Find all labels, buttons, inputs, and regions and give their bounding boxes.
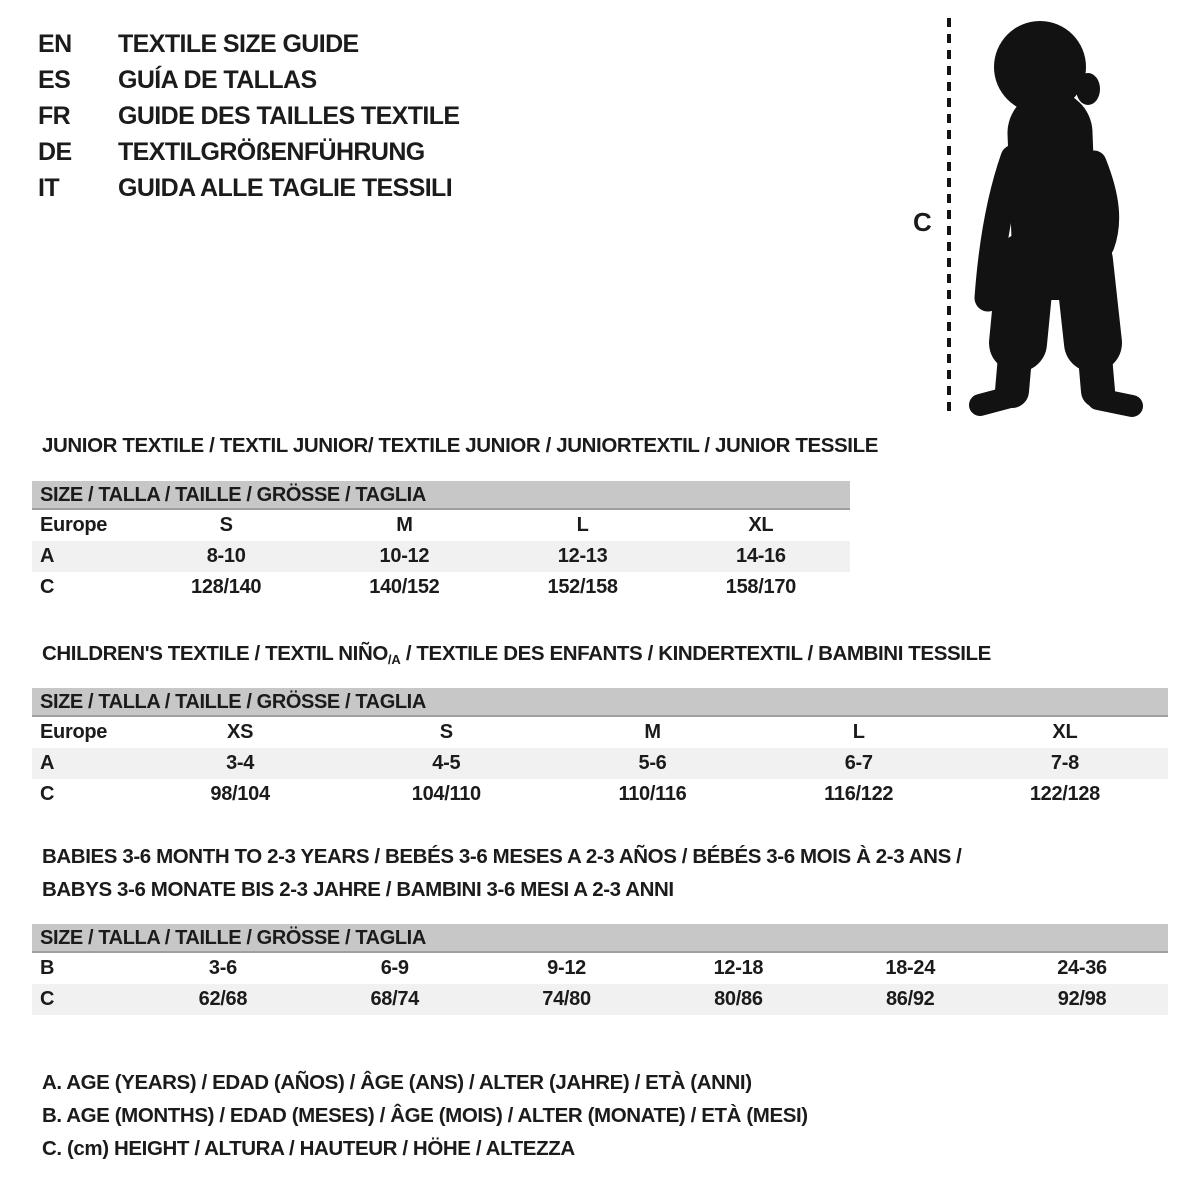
language-code: ES <box>38 65 71 94</box>
legend-line-age-months: B. AGE (MONTHS) / EDAD (MESES) / ÂGE (MOIS) / ALTER (MONATE) / ETÀ (MESI) <box>42 1103 808 1127</box>
row-label: B <box>40 957 55 979</box>
row-label: A <box>40 545 55 567</box>
legend-line-height: C. (cm) HEIGHT / ALTURA / HAUTEUR / HÖHE / ALTEZZA <box>42 1136 575 1160</box>
row-label: Europe <box>40 514 108 536</box>
age-cell: 6-7 <box>844 752 873 774</box>
age-cell: 12-13 <box>557 545 608 567</box>
size-cell: M <box>644 721 661 743</box>
legend-line-age-years: A. AGE (YEARS) / EDAD (AÑOS) / ÂGE (ANS) / ALTER (JAHRE) / ETÀ (ANNI) <box>42 1070 752 1094</box>
guide-title: GUÍA DE TALLAS <box>118 65 317 94</box>
babies-section-title-line1: BABIES 3-6 MONTH TO 2-3 YEARS / BEBÉS 3-6 MESES A 2-3 AÑOS / BÉBÉS 3-6 MOIS À 2-3 ANS / <box>42 845 962 868</box>
language-row-de <box>38 134 460 170</box>
months-cell: 24-36 <box>1057 957 1107 979</box>
language-row-es <box>38 62 460 98</box>
height-cell: 140/152 <box>369 576 440 598</box>
row-label: C <box>40 783 55 805</box>
babies-section-title-line2: BABYS 3-6 MONATE BIS 2-3 JAHRE / BAMBINI 3-6 MESI A 2-3 ANNI <box>42 878 674 901</box>
height-cell: 116/122 <box>824 783 894 805</box>
size-cell: S <box>219 514 233 536</box>
size-cell: XL <box>748 514 774 536</box>
table-row-height <box>32 984 1168 1015</box>
months-cell: 6-9 <box>380 957 409 979</box>
age-cell: 5-6 <box>638 752 667 774</box>
age-cell: 10-12 <box>379 545 430 567</box>
junior-section-title: JUNIOR TEXTILE / TEXTIL JUNIOR/ TEXTILE JUNIOR / JUNIORTEXTIL / JUNIOR TESSILE <box>42 434 878 457</box>
table-row-age <box>32 748 1168 779</box>
height-cell: 128/140 <box>191 576 262 598</box>
height-cell: 68/74 <box>370 988 420 1010</box>
table-row-europe <box>32 510 850 541</box>
guide-title: GUIDE DES TAILLES TEXTILE <box>118 101 460 130</box>
table-row-europe <box>32 717 1168 748</box>
language-code: DE <box>38 137 72 166</box>
children-title-sub: /A <box>387 652 401 667</box>
guide-title: TEXTILGRÖßENFÜHRUNG <box>118 137 425 166</box>
height-dashed-line <box>947 18 951 416</box>
height-cell: 62/68 <box>198 988 248 1010</box>
language-title-list <box>38 26 460 206</box>
language-row-it <box>38 170 460 206</box>
age-cell: 14-16 <box>736 545 786 567</box>
row-label: C <box>40 988 55 1010</box>
months-cell: 9-12 <box>547 957 586 979</box>
size-cell: XS <box>227 721 254 743</box>
height-cell: 110/116 <box>618 783 687 805</box>
children-title-pre: CHILDREN'S TEXTILE / TEXTIL NIÑO <box>42 642 388 665</box>
height-cell: 122/128 <box>1029 783 1101 805</box>
row-label: Europe <box>40 721 108 743</box>
table-row-months <box>32 953 1168 984</box>
babies-size-table <box>32 924 1168 1015</box>
height-cell: 158/170 <box>725 576 796 598</box>
size-cell: L <box>852 721 865 743</box>
months-cell: 12-18 <box>713 957 764 979</box>
height-cell: 80/86 <box>714 988 763 1010</box>
table-row-age <box>32 541 850 572</box>
age-cell: 4-5 <box>432 752 461 774</box>
size-cell: M <box>396 514 413 536</box>
table-row-height <box>32 572 850 603</box>
language-row-en <box>38 26 460 62</box>
children-size-table <box>32 688 1168 810</box>
height-cell: 98/104 <box>210 783 270 805</box>
language-code: FR <box>38 101 71 130</box>
age-cell: 7-8 <box>1050 752 1079 774</box>
size-header-bar: SIZE / TALLA / TAILLE / GRÖSSE / TAGLIA <box>32 481 850 510</box>
measure-legend <box>42 1066 808 1165</box>
months-cell: 3-6 <box>208 957 237 979</box>
row-label: A <box>40 752 55 774</box>
row-label: C <box>40 576 55 598</box>
table-row-height <box>32 779 1168 810</box>
junior-size-table <box>32 481 850 603</box>
height-cell: 152/158 <box>547 576 618 598</box>
size-cell: S <box>439 721 453 743</box>
baby-silhouette-icon <box>962 13 1152 418</box>
height-cell: 74/80 <box>542 988 591 1010</box>
guide-title: TEXTILE SIZE GUIDE <box>118 29 359 58</box>
size-cell: XL <box>1052 721 1078 743</box>
height-cell: 86/92 <box>885 988 935 1010</box>
height-cell: 92/98 <box>1057 988 1107 1010</box>
size-header-bar: SIZE / TALLA / TAILLE / GRÖSSE / TAGLIA <box>32 924 1168 953</box>
guide-title: GUIDA ALLE TAGLIE TESSILI <box>118 173 453 202</box>
height-cell: 104/110 <box>411 783 481 805</box>
size-cell: L <box>576 514 589 536</box>
height-measure-label: C <box>913 207 932 237</box>
age-cell: 3-4 <box>226 752 255 774</box>
children-title-post: / TEXTILE DES ENFANTS / KINDERTEXTIL / BAMBINI TESSILE <box>400 642 991 665</box>
months-cell: 18-24 <box>885 957 936 979</box>
size-header-bar: SIZE / TALLA / TAILLE / GRÖSSE / TAGLIA <box>32 688 1168 717</box>
language-code: EN <box>38 29 72 58</box>
language-code: IT <box>38 173 60 202</box>
age-cell: 8-10 <box>206 545 246 567</box>
children-section-title <box>42 642 991 667</box>
language-row-fr <box>38 98 460 134</box>
